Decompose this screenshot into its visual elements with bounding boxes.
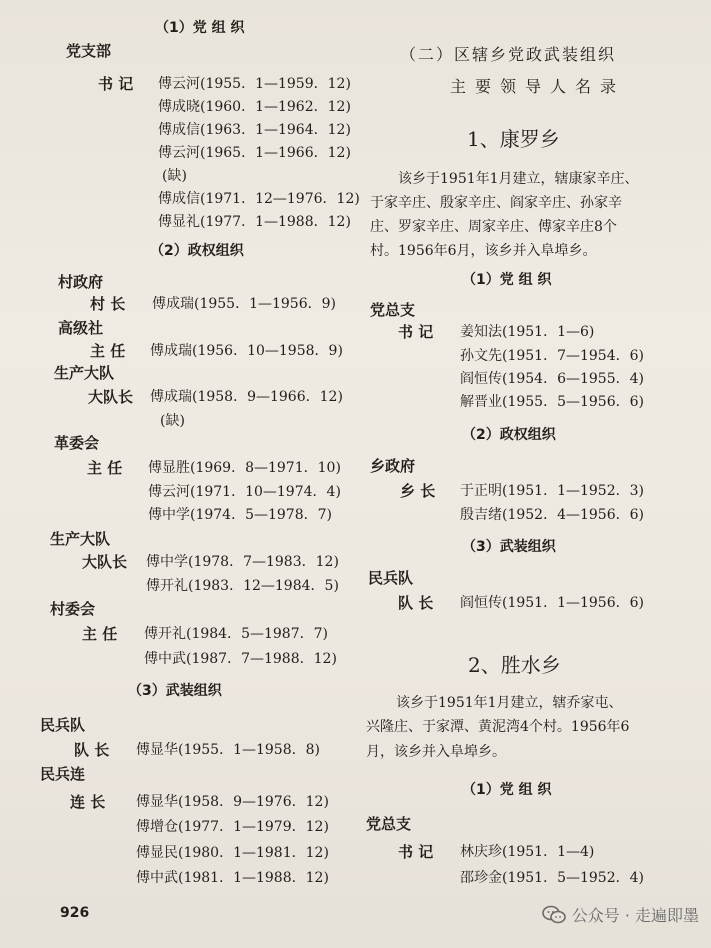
militia-team-head-entry: 傅显华(1955．1—1958．8) bbox=[136, 742, 320, 758]
township1-desc-line: 该乡于1951年1月建立，辖康家辛庄、 bbox=[398, 171, 639, 187]
secretary-entry: 傅云河(1955．1—1959．12) bbox=[158, 76, 351, 92]
township1-desc-line: 村。1956年6月，该乡并入阜埠乡。 bbox=[370, 243, 597, 259]
t1-gov-label: 乡政府 bbox=[370, 457, 416, 475]
township2-desc-line: 该乡于1951年1月建立，辖乔家屯、 bbox=[396, 695, 623, 711]
village-head-role: 村 长 bbox=[90, 295, 126, 313]
t1-gov-org-heading: （2）政权组织 bbox=[462, 427, 556, 443]
village-gov-label: 村政府 bbox=[58, 273, 104, 291]
township1-desc-line: 于家辛庄、殷家辛庄、阎家辛庄、孙家辛 bbox=[370, 195, 622, 211]
t1-secretary-entry: 解晋业(1955．5—1956．6) bbox=[460, 394, 644, 410]
village-head-entry: 傅成瑞(1955．1—1956．9) bbox=[152, 296, 336, 312]
township2-desc-line: 兴隆庄、于家潭、黄泥湾4个村。1956年6 bbox=[366, 719, 630, 735]
t2-party-branch-label: 党总支 bbox=[366, 815, 412, 833]
company-head-entry: 傅中武(1981．1—1988．12) bbox=[136, 870, 329, 886]
wechat-icon bbox=[542, 905, 566, 925]
vc-head-entry: 傅开礼(1984．5—1987．7) bbox=[144, 626, 328, 642]
village-committee-label: 村委会 bbox=[50, 600, 96, 618]
township2-title: 2、胜水乡 bbox=[468, 653, 561, 677]
company-head-entry: 傅增仓(1977．1—1979．12) bbox=[136, 819, 329, 835]
militia-company-role: 连 长 bbox=[70, 793, 106, 811]
section-title: （二）区辖乡党政武装组织 bbox=[400, 45, 617, 64]
page-number: 926 bbox=[60, 905, 90, 921]
coop-head-entry: 傅成瑞(1956．10—1958．9) bbox=[150, 343, 343, 359]
t1-militia-label: 民兵队 bbox=[368, 569, 414, 587]
t1-party-branch-label: 党总支 bbox=[370, 301, 416, 319]
rev-head-entry: 傅中学(1974．5—1978．7) bbox=[148, 507, 332, 523]
watermark bbox=[542, 903, 699, 926]
t1-secretary-entry: 孙文先(1951．7—1954．6) bbox=[460, 348, 644, 364]
t1-militia-head-entry: 阎恒传(1951．1—1956．6) bbox=[460, 595, 644, 611]
coop-role: 主 任 bbox=[90, 342, 126, 360]
township2-desc-line: 月，该乡并入阜埠乡。 bbox=[366, 744, 506, 760]
rev-head-entry: 傅显胜(1969．8—1971．10) bbox=[148, 460, 341, 476]
vc-head-entry: 傅中武(1987．7—1988．12) bbox=[144, 651, 337, 667]
secretary-entry: 傅显礼(1977．1—1988．12) bbox=[158, 214, 351, 230]
secretary-entry: 傅云河(1965．1—1966．12) bbox=[158, 145, 351, 161]
t1-militia-role: 队 长 bbox=[398, 594, 434, 612]
brigade1-head-entry: (缺) bbox=[160, 413, 185, 429]
coop-label: 高级社 bbox=[58, 319, 104, 337]
t2-party-org-heading: （1）党 组 织 bbox=[462, 782, 552, 798]
t1-secretary-entry: 姜知法(1951．1—6) bbox=[460, 324, 595, 340]
brigade1-head-entry: 傅成瑞(1958．9—1966．12) bbox=[150, 389, 343, 405]
secretary-entry: 傅成信(1963．1—1964．12) bbox=[158, 122, 351, 138]
brigade1-role: 大队长 bbox=[88, 388, 134, 406]
secretary-entry: 傅成信(1971．12—1976．12) bbox=[158, 191, 360, 207]
brigade2-label: 生产大队 bbox=[50, 530, 111, 548]
brigade2-head-entry: 傅开礼(1983．12—1984．5) bbox=[146, 578, 339, 594]
brigade2-head-entry: 傅中学(1978．7—1983．12) bbox=[146, 554, 339, 570]
t1-armed-org-heading: （3）武装组织 bbox=[462, 539, 556, 555]
section-subtitle: 主要领导人名录 bbox=[450, 77, 626, 96]
t2-secretary-entry: 林庆珍(1951．1—4) bbox=[460, 844, 595, 860]
rev-committee-role: 主 任 bbox=[87, 459, 123, 477]
left-party-org-heading: （1）党 组 织 bbox=[155, 20, 245, 36]
company-head-entry: 傅显华(1958．9—1976．12) bbox=[136, 794, 329, 810]
t1-secretary-role: 书 记 bbox=[398, 323, 434, 341]
rev-head-entry: 傅云河(1971．10—1974．4) bbox=[148, 484, 341, 500]
t2-secretary-entry: 邵珍金(1951．5—1952．4) bbox=[460, 870, 644, 886]
left-gov-org-heading: （2）政权组织 bbox=[150, 243, 244, 259]
t1-party-org-heading: （1）党 组 织 bbox=[462, 272, 552, 288]
t2-secretary-role: 书 记 bbox=[398, 843, 434, 861]
t1-head-role: 乡 长 bbox=[400, 482, 436, 500]
party-branch-label: 党支部 bbox=[66, 42, 112, 60]
left-armed-org-heading: （3）武装组织 bbox=[128, 683, 222, 699]
secretary-role: 书 记 bbox=[98, 75, 134, 93]
rev-committee-label: 革委会 bbox=[54, 434, 100, 452]
secretary-entry: (缺) bbox=[162, 168, 187, 184]
village-committee-role: 主 任 bbox=[82, 625, 118, 643]
secretary-entry: 傅成晓(1960．1—1962．12) bbox=[158, 99, 351, 115]
t1-head-entry: 于正明(1951．1—1952．3) bbox=[460, 483, 644, 499]
township1-desc-line: 庄、罗家辛庄、周家辛庄、傅家辛庄8个 bbox=[370, 219, 617, 235]
militia-team-label: 民兵队 bbox=[40, 716, 86, 734]
t1-head-entry: 殷吉绪(1952．4—1956．6) bbox=[460, 507, 644, 523]
brigade1-label: 生产大队 bbox=[54, 364, 115, 382]
watermark-text: 公众号 · 走遍即墨 bbox=[571, 906, 699, 925]
militia-company-label: 民兵连 bbox=[40, 765, 86, 783]
township1-title: 1、康罗乡 bbox=[467, 127, 560, 151]
brigade2-role: 大队长 bbox=[82, 553, 128, 571]
militia-team-role: 队 长 bbox=[74, 741, 110, 759]
company-head-entry: 傅显民(1980．1—1981．12) bbox=[136, 845, 329, 861]
t1-secretary-entry: 阎恒传(1954．6—1955．4) bbox=[460, 371, 644, 387]
